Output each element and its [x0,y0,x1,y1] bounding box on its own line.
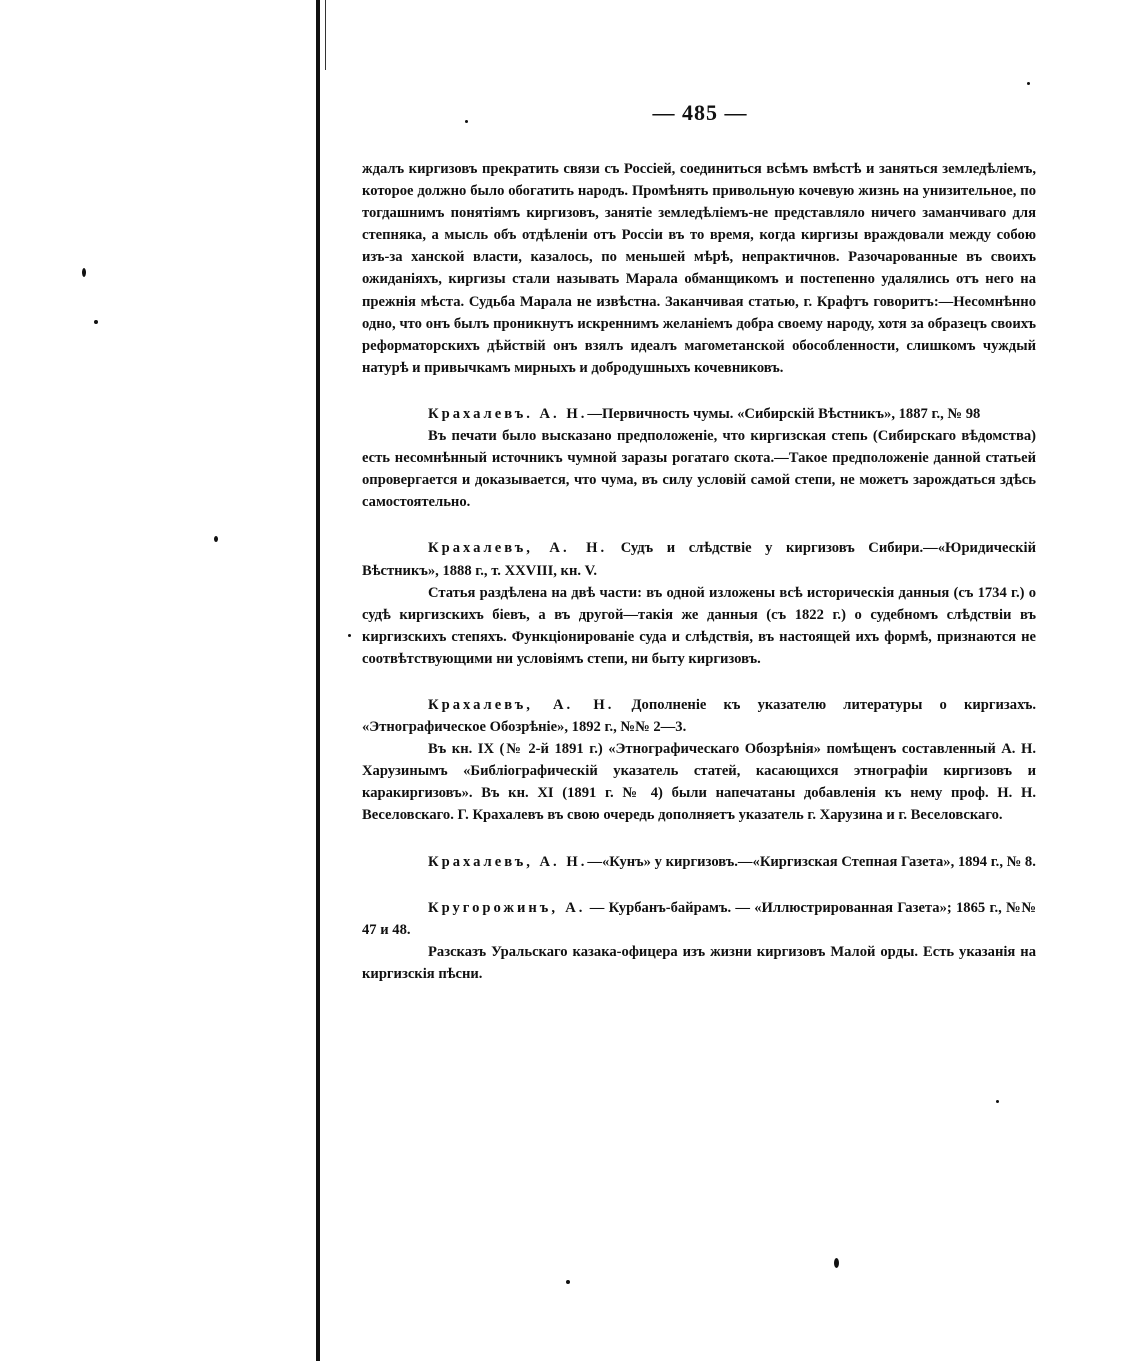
entry-title: Дополненіе къ указателю литературы о киргизахъ. «Этнографическое Обозрѣніе», 1892 г., №№ 2—3. [362,696,1036,736]
entry-title: —Первичность чумы. «Сибирскій Вѣстникъ», 1887 г., № 98 [587,405,981,422]
bibliography-entry [362,537,1036,670]
entry-heading [362,694,1036,738]
ink-speck [465,120,468,123]
bibliography-entry [362,897,1036,985]
intro-paragraph: ждалъ киргизовъ прекратить связи съ Россіей, соединиться всѣмъ вмѣстѣ и заняться земледѣліемъ, которое должно было обогатить народъ. Промѣнять привольную кочевую жизнь на унизительное, по тогдашнимъ понятіямъ киргизовъ, занятіе земледѣліемъ-не представляло ничего заманчиваго для степняка, а мысль объ отдѣленіи отъ Россіи въ то время, когда киргизы враждовали между собою изъ-за ханской власти, казалось, по меньшей мѣрѣ, непрактичнов. Разочарованные въ своихъ ожиданіяхъ, киргизы стали называть Марала обманщикомъ и постепенно удалялись отъ него на прежнія мѣста. Судьба Марала не извѣстна. Заканчивая статью, г. Крафтъ говоритъ:—Несомнѣнно одно, что онъ былъ проникнутъ искреннимъ желаніемъ добра своему народу, хотя за образецъ своихъ реформаторскихъ дѣйствій онъ взялъ идеалъ магометанской обособленности, слишкомъ чуждый натурѣ и привычкамъ мирныхъ и добродушныхъ кочевниковъ. [362,161,1036,376]
ink-speck [214,536,218,542]
entry-title: Судъ и слѣдствіе у киргизовъ Сибири.—«Юридическій Вѣстникъ», 1888 г., т. XXVIII, кн. V. [362,540,1036,579]
entry-title: — Курбанъ-байрамъ. — «Иллюстрированная Газета»; 1865 г., №№ 47 и 48. [362,899,1036,938]
ink-speck [1027,82,1030,85]
page-number: — 485 — [652,100,748,125]
entry-heading [362,537,1036,581]
entry-body: Разсказъ Уральскаго казака-офицера изъ жизни киргизовъ Малой орды. Есть указанія на киргизскія пѣсни. [362,943,1036,982]
text-column [362,158,1036,985]
bibliography-entry [362,851,1036,873]
entry-author: Крахалевъ, А. Н. [428,853,588,870]
entry-body: Въ кн. IX (№ 2-й 1891 г.) «Этнографическаго Обозрѣнія» помѣщенъ составленный А. Н. Харузинымъ «Библіографическій указатель статей, касающихся этнографіи киргизовъ и каракиргизовъ». Въ кн. XI (1891 г. № 4) были напечатаны добавленія къ нему проф. Н. Н. Веселовскаго. Г. Крахалевъ въ свою очередь дополняетъ указатель г. Харузина и г. Веселовскаго. [362,741,1036,824]
binding-line [316,0,320,1361]
entry-body: Въ печати было высказано предположеніе, что киргизская степь (Сибирскаго вѣдомства) есть несомнѣнный источникъ чумной заразы рогатаго скота.—Такое предположеніе данной статьей опровергается и доказывается, что чума, въ силу условій самой степи, не можетъ зарождаться здѣсь самостоятельно. [362,428,1036,511]
entry-heading [362,851,1036,873]
entry-author: Кругорожинъ, А. [428,899,586,916]
ink-speck [82,268,86,277]
ink-speck [94,320,98,324]
binding-line-thin [325,0,326,70]
ink-speck [834,1258,839,1268]
bibliography-entry [362,694,1036,827]
entry-author: Крахалевъ, А. Н. [428,696,615,713]
ink-speck [566,1280,570,1284]
bibliography-entry [362,403,1036,513]
ink-speck [996,1100,999,1103]
entry-heading [362,403,1036,425]
ink-speck [348,634,351,637]
entry-body: Статья раздѣлена на двѣ части: въ одной изложены всѣ историческія данныя (съ 1734 г.) о судѣ киргизскихъ біевъ, а въ другой—такія же данныя (съ 1822 г.) о судебномъ слѣдствіи въ киргизскихъ степяхъ. Функціонированіе суда и слѣдствія, въ настоящей ихъ формѣ, признаются не соотвѣтствующими ни условіямъ степи, ни быту киргизовъ. [362,584,1036,667]
entry-author: Крахалевъ, А. Н. [428,540,608,557]
entry-heading [362,897,1036,941]
entry-title: —«Кунъ» у киргизовъ.—«Киргизская Степная Газета», 1894 г., № 8. [587,853,1036,870]
entry-author: Крахалевъ. А. Н. [428,405,588,422]
